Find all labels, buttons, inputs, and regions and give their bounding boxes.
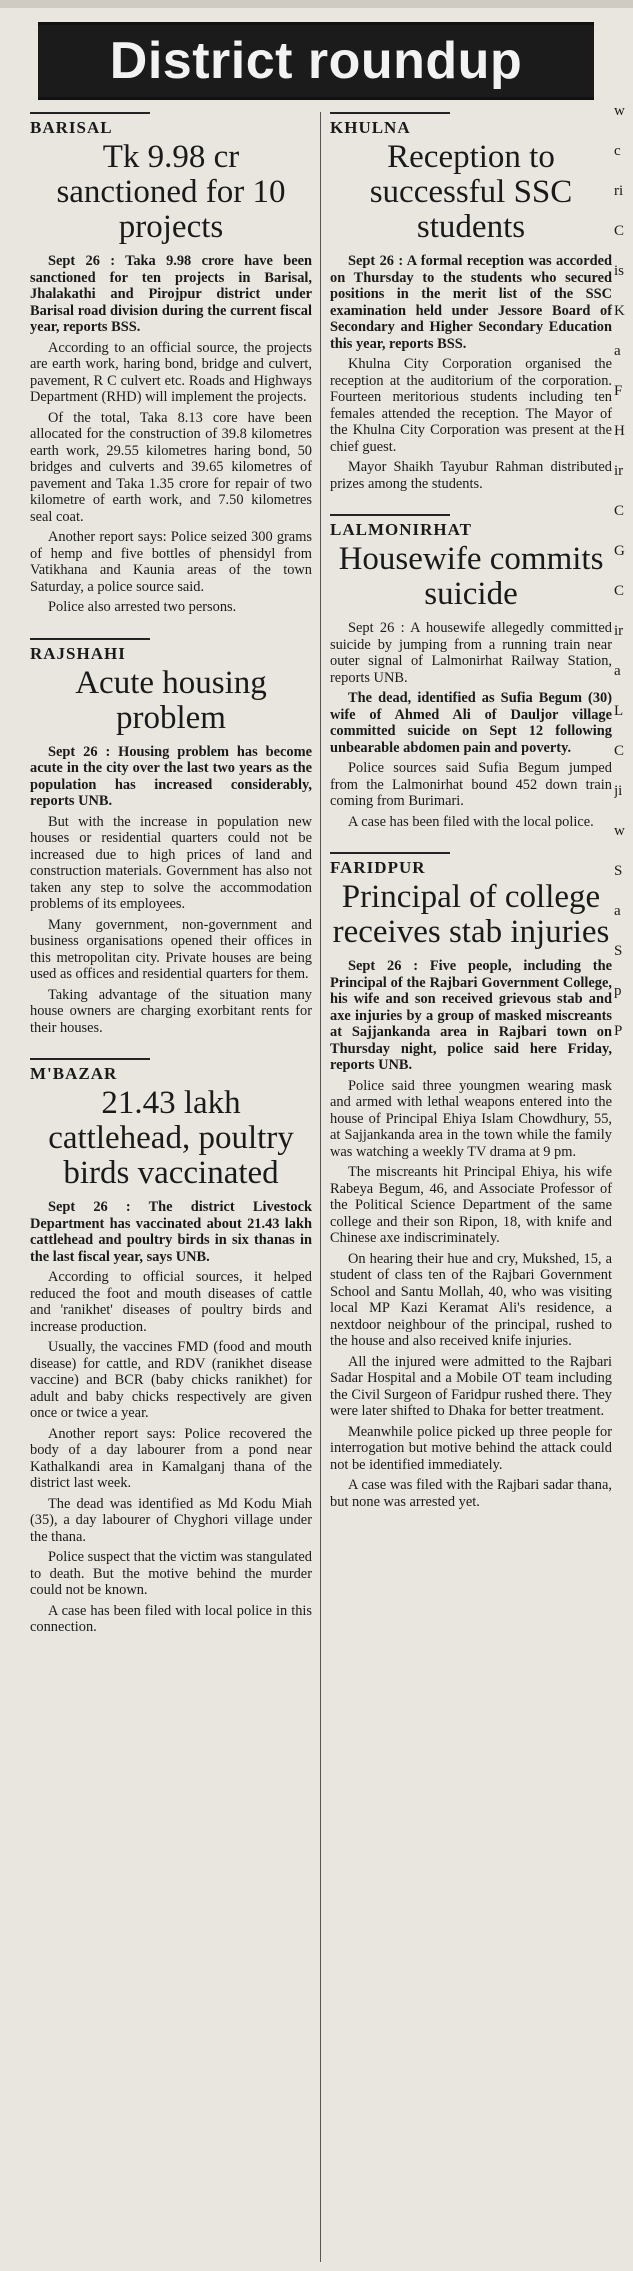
article-paragraph: Sept 26 : Five people, including the Principal of the Rajbari Government College, his wife and son received grievous stab and axe injuries by a group of masked miscreants at Sajjankanda area in Rajbari town on Thursday night, police said here Friday, reports UNB.	[330, 958, 612, 1073]
headline: 21.43 lakh cattlehead, poultry birds vaccinated	[48, 1085, 294, 1191]
article-paragraph: Sept 26 : The district Livestock Department has vaccinated about 21.43 lakh cattlehead and poultry birds in six thanas in the last fiscal year, says UNB.	[30, 1199, 312, 1265]
middle-column	[330, 112, 612, 1532]
section-masthead	[38, 22, 594, 100]
article-paragraph: Another report says: Police seized 300 grams of hemp and five bottles of phensidyl from Vatikhana and Kaunia areas of the town Saturday, a police source said.	[30, 529, 312, 595]
article-paragraph: Police also arrested two persons.	[48, 599, 237, 615]
article-paragraph: According to an official source, the projects are earth work, haring bond, bridge and culvert, pavement, R C culvert etc. Roads and Highways Department (RHD) will implement the projects.	[30, 339, 312, 405]
dateline: M'BAZAR	[30, 1058, 150, 1084]
article-paragraph: A case has been filed with local police in this connection.	[30, 1602, 312, 1635]
text-fragment: w	[614, 103, 625, 119]
text-fragment: ir	[614, 463, 624, 479]
headline: Principal of college receives stab injuries	[332, 879, 610, 950]
section-title: District roundup	[109, 32, 523, 90]
text-fragment: w	[614, 823, 625, 839]
text-fragment: F	[614, 383, 623, 399]
text-fragment: S	[614, 943, 623, 959]
text-fragment: K	[614, 303, 625, 319]
article-paragraph: Another report says: Police recovered the body of a day labourer from a pond near Kathalkandi area in Kamalganj thana of the district last week.	[30, 1425, 312, 1491]
article	[330, 852, 612, 1510]
article	[330, 514, 612, 830]
article-paragraph: But with the increase in population new houses or residential quarters could not be increased due to high prices of land and construction materials. Government has also not taken any step to solve the accommodation problems of its employees.	[30, 813, 312, 912]
text-fragment: G	[614, 543, 625, 559]
headline: Tk 9.98 cr sanctioned for 10 projects	[56, 139, 286, 245]
article-paragraph: Sept 26 : Housing problem has become acute in the city over the last two years as the population has increased considerably, reports UNB.	[30, 743, 312, 809]
article-paragraph: Police sources said Sufia Begum jumped from the Lalmonirhat bound 452 down train coming from Burimari.	[330, 760, 612, 809]
article-paragraph: Sept 26 : Taka 9.98 crore have been sanctioned for ten projects in Barisal, Jhalakathi and Pirojpur district under Barisal road division during the current fiscal year, reports BSS.	[30, 253, 312, 335]
article-paragraph: According to official sources, it helped reduced the foot and mouth diseases of cattle and 'ranikhet' diseases of poultry birds and increase production.	[30, 1269, 312, 1335]
article-paragraph: Police said three youngmen wearing mask and armed with lethal weapons entered into the house of Principal Ehiya Islam Chowdhury, 55, at Sajjankanda area in the town while the family was watching a weekly TV drama at 9 pm.	[330, 1077, 612, 1160]
dateline: BARISAL	[30, 112, 150, 138]
text-fragment: p	[614, 983, 622, 999]
dateline: FARIDPUR	[330, 852, 450, 878]
page-top-edge	[0, 0, 633, 8]
text-fragment: C	[614, 503, 625, 519]
article-paragraph: The dead was identified as Md Kodu Miah (35), a day labourer of Chyghori village under the thana.	[30, 1495, 312, 1545]
text-fragment: is	[614, 263, 625, 279]
text-fragment: S	[614, 863, 623, 879]
text-fragment: ir	[614, 623, 624, 639]
text-fragment: ri	[614, 183, 624, 199]
article	[30, 1058, 312, 1636]
article-paragraph: On hearing their hue and cry, Mukshed, 15, a student of class ten of the Rajbari Government School and Santu Mollah, 40, who was visiting local MP Kazi Keramat Ali's residence, a nextdoor neighbour of the principal, rushed to the house and also received knife injuries.	[330, 1250, 612, 1349]
article-paragraph: Sept 26 : A housewife allegedly committed suicide by jumping from a running train near outer signal of Lalmonirhat Railway Station, reports UNB.	[330, 620, 612, 686]
text-fragment: C	[614, 223, 625, 239]
text-fragment: a	[614, 343, 621, 359]
text-fragment: P	[614, 1023, 623, 1039]
article-paragraph: Usually, the vaccines FMD (food and mouth disease) for cattle, and RDV (ranikhet disease vaccine) and BCR (baby chicks ranikhet) for adult and baby chicks respectively are given once or twice a year.	[30, 1339, 312, 1421]
article-paragraph: Khulna City Corporation organised the reception at the auditorium of the corporation. Fourteen meritorious students including ten females attended the reception. The Mayor of the Khulna City Corporation was present at the chief guest.	[330, 356, 612, 455]
text-fragment: L	[614, 703, 624, 719]
article-paragraph: Mayor Shaikh Tayubur Rahman distributed prizes among the students.	[330, 459, 612, 492]
article-paragraph: Police suspect that the victim was stangulated to death. But the motive behind the murder could not be known.	[30, 1549, 312, 1598]
article-paragraph: All the injured were admitted to the Rajbari Sadar Hospital and a Mobile OT team including the Civil Surgeon of Faridpur rushed there. They were later shifted to Dhaka for better treatment.	[330, 1353, 612, 1419]
article-paragraph: The miscreants hit Principal Ehiya, his wife Rabeya Begum, 46, and Associate Professor of the Political Science Department of the same college and their son Ripon, 18, with knife and Chinese axe indiscriminately.	[330, 1164, 612, 1246]
right-column-fragment	[614, 100, 633, 2271]
column-divider	[320, 112, 321, 2262]
left-column	[30, 112, 312, 1658]
dateline: RAJSHAHI	[30, 638, 150, 664]
text-fragment: C	[614, 583, 625, 599]
text-fragment: a	[614, 903, 621, 919]
headline: Acute housing problem	[75, 664, 267, 736]
dateline: LALMONIRHAT	[330, 514, 450, 540]
article-paragraph: Many government, non-government and business organisations opened their offices in this metropolitan city. Private houses are being used as offices and residential quarters for them.	[30, 916, 312, 982]
article-paragraph: The dead, identified as Sufia Begum (30) wife of Ahmed Ali of Dauljor village committed suicide on Sept 12 following unbearable abdomen pain and poverty.	[330, 690, 612, 756]
article-paragraph: Of the total, Taka 8.13 core have been allocated for the construction of 39.8 kilometres earth work, 29.55 kilometres haring bond, 50 bridges and culverts and 39.65 kilometres of pavement and Taka 1.35 crore for repair of two kilometre of earth work, and 7.50 kilometres seal coat.	[30, 409, 312, 525]
text-fragment: c	[614, 143, 621, 159]
article	[30, 112, 312, 616]
text-fragment: H	[614, 423, 625, 439]
article	[30, 638, 312, 1037]
article-paragraph: A case has been filed with the local police.	[348, 813, 594, 830]
article-paragraph: Sept 26 : A formal reception was accorded on Thursday to the students who secured positions in the merit list of the SSC examination held under Jessore Board of Secondary and Higher Secondary Education this year, reports BSS.	[330, 253, 612, 352]
text-fragment: a	[614, 663, 621, 679]
headline: Reception to successful SSC students	[369, 139, 573, 245]
dateline: KHULNA	[330, 112, 450, 138]
article-paragraph: Meanwhile police picked up three people for interrogation but motive behind the attack could not be identified immediately.	[330, 1423, 612, 1473]
text-fragment: C	[614, 743, 625, 759]
article-paragraph: A case was filed with the Rajbari sadar thana, but none was arrested yet.	[330, 1477, 612, 1510]
text-fragment: ji	[614, 783, 623, 799]
article	[330, 112, 612, 492]
article-paragraph: Taking advantage of the situation many house owners are charging exorbitant rents for their houses.	[30, 986, 312, 1036]
headline: Housewife commits suicide	[338, 541, 604, 612]
